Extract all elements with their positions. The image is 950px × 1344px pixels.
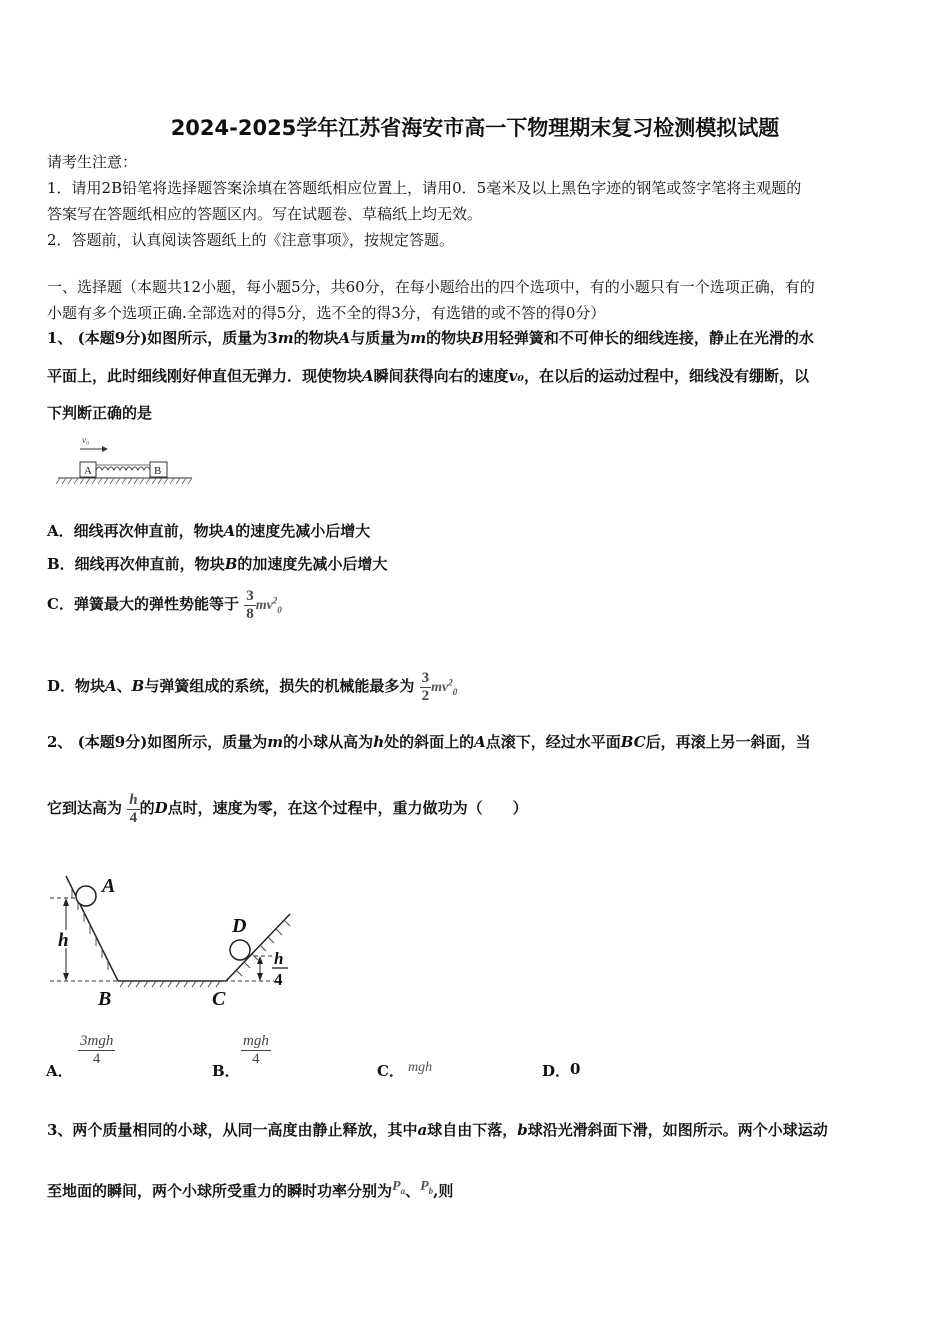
notice-line-3: 2．答题前，认真阅读答题纸上的《注意事项》，按规定答题。 bbox=[47, 231, 455, 249]
q3-stem-line-1: 3、两个质量相同的小球，从同一高度由静止释放，其中a球自由下落，b球沿光滑斜面下滑，如图所示。两个小球运动 bbox=[47, 1121, 828, 1139]
ball-a bbox=[76, 886, 96, 906]
q2-option-d-label: D． bbox=[542, 1062, 571, 1080]
q1-stem-line-1: 1、 (本题9分)如图所示，质量为3m的物块A与质量为m的物块B用轻弹簧和不可伸长的细线连接，静止在光滑的水 bbox=[47, 329, 814, 347]
ground-hatching bbox=[56, 478, 192, 484]
q1-option-d: D．物块A、B与弹簧组成的系统，损失的机械能最多为 $\frac{3}{2}$ $mv^2_0$ bbox=[47, 670, 458, 704]
q3-stem-line-2: 至地面的瞬间，两个小球所受重力的瞬时功率分别为$P_a$、$P_b$,则 bbox=[47, 1179, 454, 1200]
block-b-label: B bbox=[154, 465, 162, 477]
q1-stem-line-2: 平面上，此时细线刚好伸直但无弹力．现使物块A瞬间获得向右的速度v₀，在以后的运动过程中，细线没有绷断，以 bbox=[47, 367, 809, 385]
q2-option-d-value: 0 bbox=[570, 1060, 581, 1078]
q2-option-b-label: B． bbox=[212, 1062, 240, 1080]
ball-d bbox=[230, 940, 250, 960]
q1-option-b: B．细线再次伸直前，物块B的加速度先减小后增大 bbox=[47, 555, 388, 573]
notice-heading: 请考生注意： bbox=[47, 153, 138, 171]
section-header-line-2: 小题有多个选项正确.全部选对的得5分，选不全的得3分，有选错的或不答的得0分） bbox=[47, 304, 606, 322]
q1-fig-v0-label: v₀ bbox=[82, 435, 90, 445]
page-title: 2024-2025学年江苏省海安市高一下物理期末复习检测模拟试题 bbox=[170, 116, 780, 140]
label-b: B bbox=[98, 988, 112, 1010]
velocity-arrow-head bbox=[102, 446, 108, 452]
spring bbox=[96, 467, 156, 470]
h4-num: h bbox=[274, 949, 284, 968]
label-a: A bbox=[102, 875, 116, 897]
q2-slope-figure bbox=[44, 868, 300, 1010]
q2-stem-line-1: 2、 (本题9分)如图所示，质量为m的小球从高为h处的斜面上的A点滚下，经过水平面BC后，再滚上另一斜面，当 bbox=[47, 733, 811, 751]
q2-option-b-value: $\frac{\text{mgh}}{4}$ bbox=[243, 1033, 269, 1067]
notice-line-1: 1．请用2B铅笔将选择题答案涂填在答题纸相应位置上，请用0．5毫米及以上黑色字迹的钢笔或签字笔将主观题的 bbox=[47, 179, 802, 197]
flat-hatching bbox=[120, 981, 220, 987]
q2-option-c-value: mgh bbox=[408, 1060, 433, 1075]
q2-option-a-value: $\frac{\text{3mgh}}{4}$ bbox=[80, 1033, 114, 1067]
label-d: D bbox=[232, 915, 247, 937]
q1-stem-line-3: 下判断正确的是 bbox=[47, 404, 153, 422]
q1-option-a: A．细线再次伸直前，物块A的速度先减小后增大 bbox=[47, 522, 371, 540]
q2-option-a-label: A． bbox=[46, 1062, 73, 1080]
h4-den: 4 bbox=[274, 970, 283, 989]
fraction-3-8: $\frac{3}{8}$ bbox=[246, 588, 254, 622]
label-c: C bbox=[212, 988, 226, 1010]
notice-line-2: 答案写在答题纸相应的答题区内。写在试题卷、草稿纸上均无效。 bbox=[47, 205, 483, 223]
q2-option-c-label: C． bbox=[377, 1062, 404, 1080]
q1-spring-figure bbox=[56, 432, 196, 490]
q1-option-c: C．弹簧最大的弹性势能等于 $\frac{3}{8}$ $mv^2_0$ bbox=[47, 588, 282, 622]
block-a-label: A bbox=[84, 465, 92, 477]
h-label: h bbox=[58, 930, 69, 951]
section-header-line-1: 一、选择题（本题共12小题，每小题5分，共60分，在每小题给出的四个选项中，有的小题只有一个选项正确，有的 bbox=[47, 278, 815, 296]
fraction-3-2: $\frac{3}{2}$ bbox=[421, 670, 430, 704]
fraction-h-4: $\frac{h}{4}$ bbox=[129, 792, 138, 826]
q2-stem-line-2: 它到达高为 $\frac{h}{4}$ 的D点时，速度为零，在这个过程中，重力做功为（ ） bbox=[47, 792, 528, 826]
